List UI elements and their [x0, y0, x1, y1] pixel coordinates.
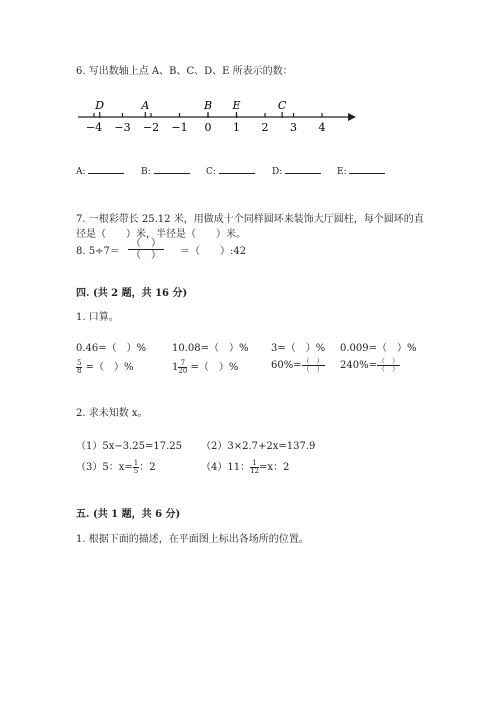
section5-q1: 1. 根据下面的描述，在平面图上标出各场所的位置。 — [76, 534, 309, 545]
equation-2: （2）3×2.7+2x=137.9 — [201, 441, 316, 452]
equation-3 — [76, 458, 156, 475]
answer-d-label: D: — [272, 167, 283, 177]
answer-c-blank[interactable] — [219, 164, 255, 174]
answer-a-label: A: — [76, 167, 86, 177]
calc-240pct-pre: 240%= — [340, 360, 377, 371]
q8-rest: ＝（ ）:42 — [180, 246, 247, 257]
q8-fraction — [128, 238, 164, 261]
answer-e-label: E: — [337, 167, 347, 177]
equation-1: （1）5x−3.25=17.25 — [76, 441, 183, 452]
q7-line1: 7. 一根彩带长 25.12 米，用做成十个同样圆环来装饰大厅圆柱，每个圆环的直 — [76, 214, 424, 225]
answer-c-label: C: — [206, 167, 216, 177]
calc-0-46: 0.46=（ ）% — [76, 343, 147, 354]
answer-e-blank[interactable] — [349, 164, 385, 174]
calc-3: 3=（ ）% — [271, 343, 326, 354]
eq3-post: ：2 — [139, 462, 156, 473]
axis-tick-label: −1 — [171, 121, 188, 134]
q8-prefix: 8. 5÷7＝ — [76, 246, 120, 257]
q8-frac-den: （ ） — [131, 250, 161, 261]
frac-den: 8 — [77, 367, 82, 375]
section4-heading: 四. (共 2 题，共 16 分) — [76, 288, 188, 299]
point-label-a: A — [141, 99, 150, 112]
axis-arrow — [348, 113, 356, 121]
number-line — [70, 92, 360, 134]
point-label-b: B — [203, 99, 213, 112]
calc-5-8 — [76, 358, 134, 375]
axis-tick-label: −4 — [85, 121, 103, 134]
axis-tick-label: −3 — [114, 121, 131, 134]
eq4-post: =x：2 — [259, 462, 290, 473]
q6-answers — [76, 164, 124, 177]
calc-60pct-pre: 60%= — [271, 360, 302, 371]
q7-line2: 径是（ ）米，半径是（ ）米。 — [76, 229, 246, 240]
frac-den: （ ） — [377, 365, 399, 373]
eq4-pre: （4）11： — [201, 462, 251, 473]
axis-tick-label: 1 — [233, 121, 240, 134]
point-label-d: D — [95, 99, 105, 112]
section4-q1: 1. 口算。 — [76, 312, 119, 323]
frac-den: （ ） — [302, 365, 324, 373]
eq3-pre: （3）5：x= — [76, 462, 133, 473]
frac-den: 5 — [133, 467, 139, 475]
frac-num: （ ） — [302, 357, 324, 365]
answer-e — [337, 164, 385, 177]
answer-c — [206, 164, 255, 177]
answer-b-label: B: — [141, 167, 151, 177]
answer-a-blank[interactable] — [88, 164, 124, 174]
frac-num: 1 — [250, 460, 259, 468]
q8-frac-num: （ ） — [128, 238, 164, 250]
axis-tick-label: 3 — [290, 121, 297, 134]
frac-num: （ ） — [377, 357, 399, 365]
answer-b-blank[interactable] — [154, 164, 190, 174]
point-label-c: C — [277, 99, 287, 112]
calc-1-7-20-rest: =（ ）% — [190, 362, 239, 373]
answer-d — [272, 164, 321, 177]
mixed-whole: 1 — [172, 362, 179, 373]
point-label-e: E — [232, 99, 241, 112]
answer-b — [141, 164, 190, 177]
calc-0-009: 0.009=（ ）% — [340, 343, 417, 354]
axis-tick-label: 2 — [261, 121, 269, 134]
frac-den: 12 — [250, 467, 260, 475]
equation-4 — [201, 458, 289, 475]
axis-tick-label: 4 — [318, 121, 326, 134]
calc-5-8-rest: =（ ）% — [85, 362, 134, 373]
frac-num: 5 — [77, 359, 82, 367]
section4-q2: 2. 求未知数 x。 — [76, 408, 148, 419]
calc-240pct — [340, 358, 400, 373]
axis-tick-label: 0 — [204, 121, 212, 134]
frac-num: 1 — [133, 459, 139, 467]
frac-num: 7 — [178, 360, 187, 368]
q6-title: 6. 写出数轴上点 A、B、C、D、E 所表示的数： — [76, 66, 293, 77]
calc-10-08: 10.08=（ ）% — [172, 343, 249, 354]
section5-heading: 五. (共 1 题，共 6 分) — [76, 509, 181, 520]
axis-tick-label: −2 — [142, 121, 160, 134]
frac-den: 20 — [178, 367, 188, 375]
calc-1-7-20 — [172, 358, 238, 375]
calc-60pct — [271, 358, 325, 373]
answer-d-blank[interactable] — [285, 164, 321, 174]
